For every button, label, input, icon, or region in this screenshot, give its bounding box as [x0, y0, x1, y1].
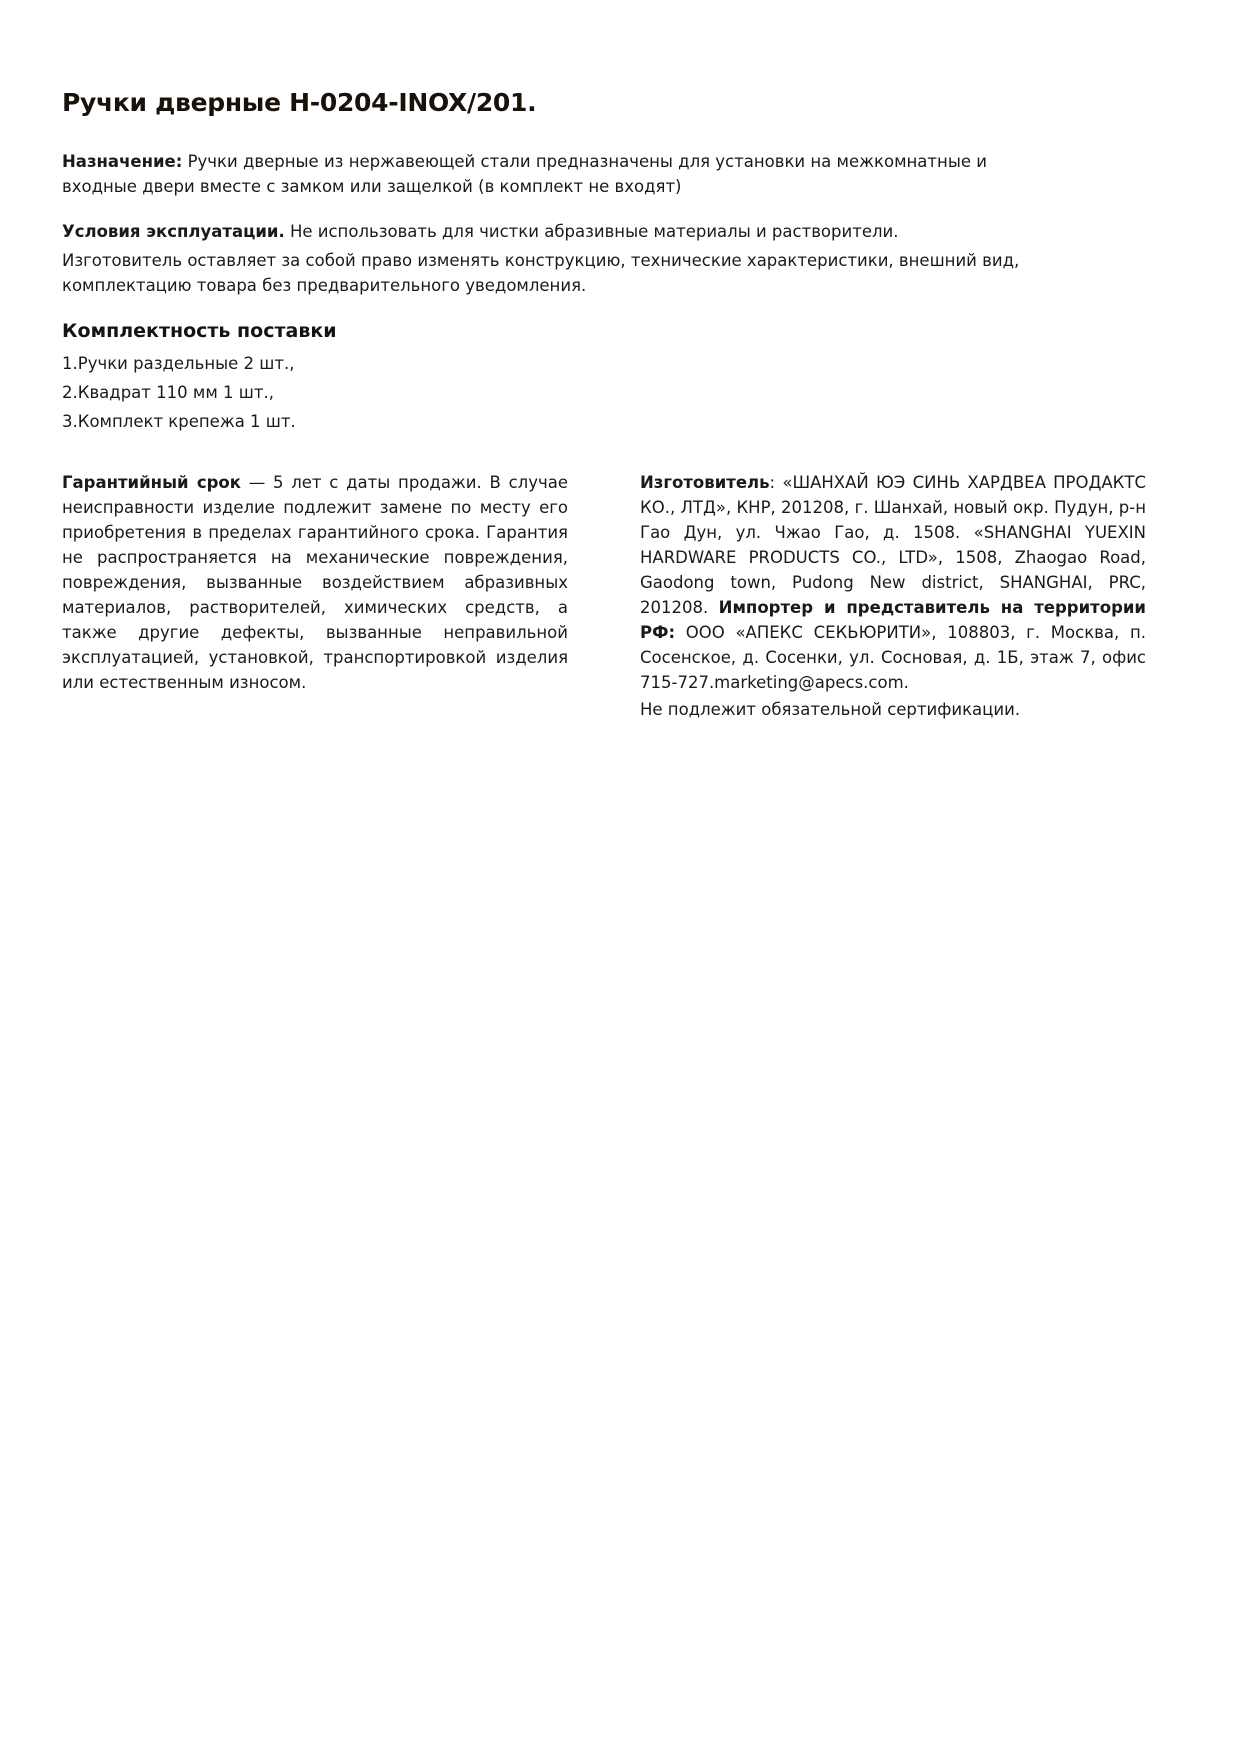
- importer-text: ООО «АПЕКС СЕКЬЮРИТИ», 108803, г. Москва, п. Сосенское, д. Сосенки, ул. Сосновая, д. 1Б, этаж 7, офис 715-727.marketing@apecs.com.: [640, 623, 1146, 692]
- conditions-text: Не использовать для чистки абразивные материалы и растворители.: [284, 222, 899, 241]
- manufacturer-notice: [62, 248, 1062, 298]
- conditions-label: Условия эксплуатации.: [62, 222, 285, 241]
- warranty-label: Гарантийный срок: [62, 473, 241, 492]
- manufacturer-text: : «ШАНХАЙ ЮЭ СИНЬ ХАРДВЕА ПРОДАКТС КО., ЛТД», КНР, 201208, г. Шанхай, новый окр. Пудун, р-н Гао Дун, ул. Чжао Гао, д. 1508. «SHANGHAI YUEXIN HARDWARE PRODUCTS CO., LTD», 1508, Zhaogao Road, Gaodong town, Pudong New district, SHANGHAI, PRC, 201208.: [640, 473, 1146, 617]
- purpose-label: Назначение:: [62, 152, 183, 171]
- warranty-text: — 5 лет с даты продажи. В случае неисправности изделие подлежит замене по месту его приобретения в пределах гарантийного срока. Гарантия не распространяется на механические повреждения, повреждения, вызванные воздействием абразивных материалов, растворителей, химических средств, а также другие дефекты, вызванные неправильной эксплуатацией, установкой, транспортировкой изделия или естественным износом.: [62, 473, 568, 692]
- certification-note: Не подлежит обязательной сертификации.: [640, 700, 1021, 719]
- document-title: Ручки дверные H-0204-INOX/201.: [62, 88, 537, 117]
- purpose-text-line1: Ручки дверные из нержавеющей стали предназначены для установки на межкомнатные и: [182, 152, 987, 171]
- manufacturer-label: Изготовитель: [640, 473, 770, 492]
- package-item: 2.Квадрат 110 мм 1 шт.,: [62, 383, 274, 402]
- manufacturer-notice-line2: комплектацию товара без предварительного уведомления.: [62, 276, 587, 295]
- conditions-paragraph: [62, 219, 1062, 244]
- package-item: 1.Ручки раздельные 2 шт.,: [62, 354, 295, 373]
- manufacturer-column: [640, 470, 1146, 722]
- purpose-paragraph: [62, 149, 1062, 199]
- package-item: 3.Комплект крепежа 1 шт.: [62, 412, 296, 431]
- warranty-column: [62, 470, 568, 695]
- package-list: [62, 349, 296, 436]
- manufacturer-notice-line1: Изготовитель оставляет за собой право изменять конструкцию, технические характеристики, внешний вид,: [62, 251, 1020, 270]
- purpose-text-line2: входные двери вместе с замком или защелкой (в комплект не входят): [62, 177, 682, 196]
- importer-label: Импортер и представитель на территории РФ:: [640, 598, 1146, 642]
- package-heading: Комплектность поставки: [62, 320, 337, 342]
